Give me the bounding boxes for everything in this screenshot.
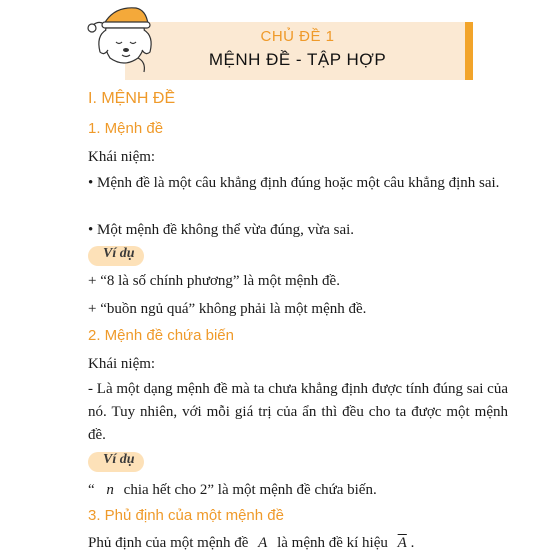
example-line-3-rest: chia hết cho 2” là một mệnh đề chứa biến. [123,482,377,498]
variable-n: n [106,482,114,498]
example-line-2: + “buồn ngủ quá” không phải là một mệnh đề. [88,301,367,317]
example-label-2: Ví dụ [103,452,135,467]
example-line-1: + “8 là số chính phương” là một mệnh đề. [88,273,340,289]
section-heading: I. MỆNH ĐỀ [88,90,176,107]
bullet-definition: • Mệnh đề là một câu khẳng định đúng hoặc một câu khẳng định sai. [88,175,500,191]
concept-label-1: Khái niệm: [88,149,156,165]
subsection-heading-2: 2. Mệnh đề chứa biến [88,327,234,344]
chapter-label: CHỦ ĐỀ 1 [260,28,335,45]
negation-line-mid: là mệnh đề kí hiệu [277,535,388,551]
concept-label-2: Khái niệm: [88,356,156,372]
open-quote: “ [88,482,95,498]
example-line-3 [88,479,377,502]
sleepy-dog-icon [84,2,164,74]
variable-a-negated: $\overline{A}$ [397,535,407,551]
example-label-1: Ví dụ [103,246,135,261]
negation-line [88,532,414,555]
bullet-property: • Một mệnh đề không thể vừa đúng, vừa sai. [88,222,355,238]
variable-a: A [258,535,268,551]
chapter-title: MỆNH ĐỀ - TẬP HỢP [208,50,387,69]
negation-line-prefix: Phủ định của một mệnh đề [88,535,249,551]
negation-line-end: . [410,535,415,551]
subsection-heading-1: 1. Mệnh đề [88,120,164,137]
subsection-heading-3: 3. Phủ định của một mệnh đề [88,507,284,524]
open-statement-definition: - Là một dạng mệnh đề mà ta chưa khẳng định được tính đúng sai của nó. Tuy nhiên, với mỗi giá trị của ẩn thì đều cho ta được một mệnh đề. [88,381,508,443]
